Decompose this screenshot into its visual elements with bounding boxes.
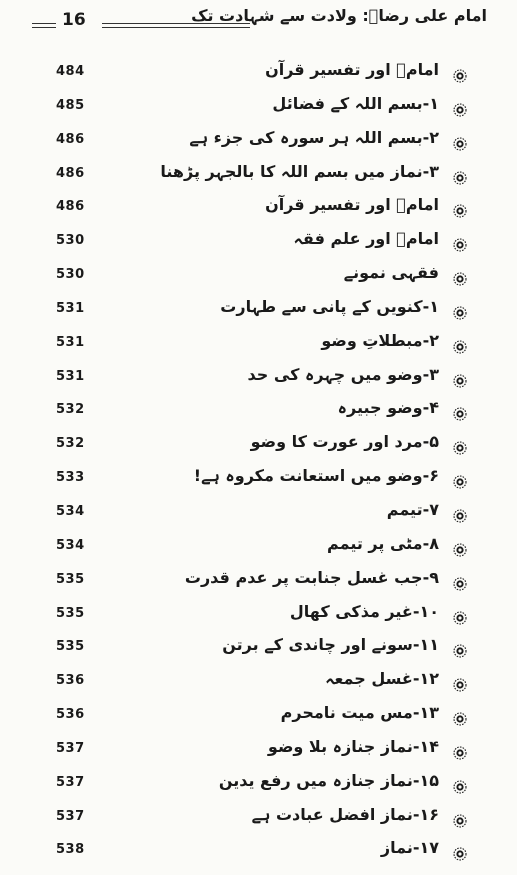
sun-flower-icon — [453, 102, 467, 116]
toc-entry-title: ۸-مٹی پر تیمم — [327, 533, 439, 553]
sun-flower-icon — [453, 440, 467, 454]
toc-entry — [0, 735, 517, 769]
toc-entry — [0, 498, 517, 532]
toc-entry — [0, 92, 517, 126]
toc-entry — [0, 430, 517, 464]
page-number: 16 — [62, 10, 86, 30]
toc-entry-title: ۱۶-نماز افضل عبادت ہے — [251, 804, 439, 824]
header-rule-left — [32, 23, 56, 28]
toc-entry — [0, 836, 517, 870]
toc-page-number: 532 — [56, 436, 85, 452]
sun-flower-icon — [453, 339, 467, 353]
table-of-contents — [0, 58, 517, 870]
toc-page-number: 537 — [56, 808, 85, 824]
sun-flower-icon — [453, 711, 467, 725]
sun-flower-icon — [453, 170, 467, 184]
toc-entry-title: ۱۲-غسل جمعہ — [325, 669, 439, 689]
toc-entry — [0, 667, 517, 701]
toc-entry — [0, 193, 517, 227]
sun-flower-icon — [453, 305, 467, 319]
toc-page-number: 486 — [56, 131, 85, 147]
toc-page-number: 486 — [56, 199, 85, 215]
sun-flower-icon — [453, 373, 467, 387]
toc-page-number: 530 — [56, 267, 85, 283]
toc-page-number: 486 — [56, 165, 85, 181]
sun-flower-icon — [453, 406, 467, 420]
toc-entry-title: ۴-وضو جبیرہ — [337, 398, 439, 418]
toc-page-number: 484 — [56, 64, 85, 79]
sun-flower-icon — [453, 68, 467, 82]
sun-flower-icon — [453, 576, 467, 590]
toc-entry-title: ۱۰-غیر مذکی کھال — [289, 601, 439, 621]
toc-entry-title: ۳-نماز میں بسم اللہ کا بالجہر پڑھنا — [160, 161, 439, 181]
toc-entry — [0, 803, 517, 837]
sun-flower-icon — [453, 677, 467, 691]
sun-flower-icon — [453, 846, 467, 860]
toc-entry — [0, 363, 517, 397]
toc-entry — [0, 160, 517, 194]
toc-entry — [0, 769, 517, 803]
toc-entry-title: ۷-تیمم — [386, 499, 439, 519]
toc-entry-title: ۱۱-سونے اور چاندی کے برتن — [222, 635, 439, 655]
toc-page-number: 531 — [56, 300, 85, 316]
sun-flower-icon — [453, 237, 467, 251]
toc-page-number: 533 — [56, 470, 85, 486]
sun-flower-icon — [453, 779, 467, 793]
toc-entry — [0, 58, 517, 92]
toc-entry-title: ۱۵-نماز جنازہ میں رفع یدین — [218, 770, 439, 790]
toc-entry — [0, 396, 517, 430]
sun-flower-icon — [453, 610, 467, 624]
toc-entry-title: ۵-مرد اور عورت کا وضو — [250, 432, 439, 452]
toc-entry — [0, 701, 517, 735]
toc-entry-title: ۱۳-مس میت نامحرم — [280, 703, 439, 723]
toc-page-number: 537 — [56, 740, 85, 756]
toc-page-number: 534 — [56, 537, 85, 553]
toc-entry-title: امامؑ اور علم فقہ — [293, 229, 439, 249]
sun-flower-icon — [453, 203, 467, 217]
sun-flower-icon — [453, 271, 467, 285]
toc-entry-title: ۹-جب غسل جنابت پر عدم قدرت — [184, 567, 439, 587]
sun-flower-icon — [453, 643, 467, 657]
sun-flower-icon — [453, 813, 467, 827]
sun-flower-icon — [453, 508, 467, 522]
sun-flower-icon — [453, 745, 467, 759]
toc-entry-title: ۶-وضو میں استعانت مکروہ ہے! — [193, 466, 439, 486]
toc-entry-title: فقہی نمونے — [343, 263, 439, 283]
toc-page-number: 530 — [56, 233, 85, 249]
toc-page-number: 531 — [56, 334, 85, 350]
toc-entry — [0, 261, 517, 295]
toc-entry-title: ۱-بسم اللہ کے فضائل — [272, 93, 439, 113]
sun-flower-icon — [453, 474, 467, 488]
running-head: امام علی رضاؑ: ولادت سے شہادت تک — [191, 6, 487, 25]
toc-page-number: 537 — [56, 774, 85, 790]
toc-entry — [0, 227, 517, 261]
toc-entry-title: ۲-مبطلاتِ وضو — [321, 330, 439, 350]
toc-page-number: 531 — [56, 368, 85, 384]
toc-entry — [0, 464, 517, 498]
toc-page-number: 534 — [56, 503, 85, 519]
toc-entry — [0, 633, 517, 667]
toc-page-number: 538 — [56, 842, 85, 858]
toc-page-number: 536 — [56, 673, 85, 689]
toc-page-number: 535 — [56, 571, 85, 587]
toc-page-number: 532 — [56, 402, 85, 418]
toc-entry — [0, 566, 517, 600]
toc-entry-title: ۲-بسم اللہ ہر سورہ کی جزء ہے — [189, 127, 439, 147]
sun-flower-icon — [453, 542, 467, 556]
sun-flower-icon — [453, 136, 467, 150]
toc-page-number: 536 — [56, 707, 85, 723]
toc-page-number: 535 — [56, 639, 85, 655]
toc-entry — [0, 600, 517, 634]
toc-entry — [0, 295, 517, 329]
page-header — [0, 0, 517, 40]
toc-entry-title: ۱-کنویں کے پانی سے طہارت — [220, 296, 439, 316]
toc-page-number: 535 — [56, 605, 85, 621]
toc-entry — [0, 532, 517, 566]
toc-entry-title: امامؑ اور تفسیر قرآن — [265, 60, 439, 79]
toc-entry-title: ۱۴-نماز جنازہ بلا وضو — [267, 736, 439, 756]
toc-entry-title: ۳-وضو میں چہرہ کی حد — [247, 364, 439, 384]
toc-entry — [0, 329, 517, 363]
toc-entry-title: امامؑ اور تفسیر قرآن — [265, 195, 439, 215]
toc-entry-title: ۱۷-نماز — [380, 838, 439, 858]
toc-entry — [0, 126, 517, 160]
toc-page-number: 485 — [56, 97, 85, 113]
